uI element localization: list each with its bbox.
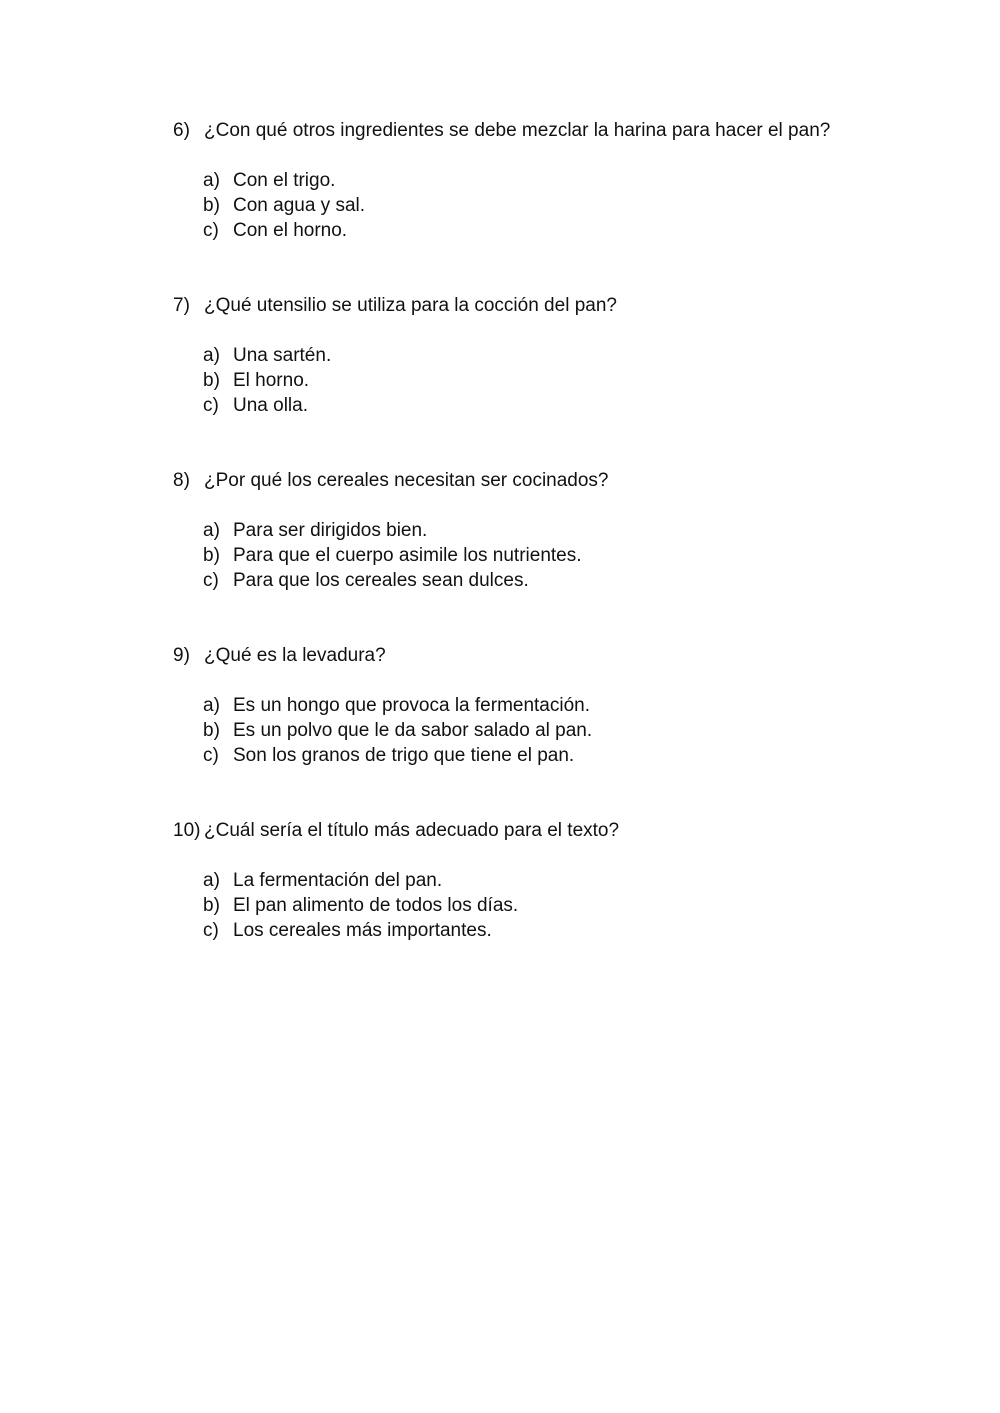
option-text: Para ser dirigidos bien. [233,520,428,541]
option-text: El horno. [233,370,310,391]
option-c [203,918,833,943]
option-a [203,343,833,368]
option-letter: a) [203,170,220,191]
option-list [173,693,833,768]
option-text: Para que el cuerpo asimile los nutrientes. [233,545,582,566]
option-letter: c) [203,745,219,766]
option-text: Una olla. [233,395,308,416]
option-text: Una sartén. [233,345,332,366]
option-letter: a) [203,520,220,541]
option-letter: a) [203,345,220,366]
question-text: ¿Qué utensilio se utiliza para la cocción del pan? [204,295,617,316]
question-number: 10) [173,820,201,841]
option-text: Con agua y sal. [233,195,366,216]
question-number: 7) [173,295,190,316]
option-a [203,868,833,893]
question-line [173,118,833,143]
question-line [173,818,833,843]
option-letter: c) [203,395,219,416]
option-b [203,718,833,743]
option-a [203,518,833,543]
question-text: ¿Con qué otros ingredientes se debe mezclar la harina para hacer el pan? [204,120,831,141]
option-letter: b) [203,370,220,391]
option-letter: b) [203,720,220,741]
option-text: Los cereales más importantes. [233,920,492,941]
question-text: ¿Por qué los cereales necesitan ser cocinados? [204,470,609,491]
option-letter: b) [203,545,220,566]
option-list [173,168,833,243]
question-9 [173,643,833,768]
option-letter: c) [203,570,219,591]
option-letter: a) [203,870,220,891]
question-line [173,468,833,493]
option-text: Con el trigo. [233,170,336,191]
option-c [203,743,833,768]
option-b [203,368,833,393]
question-10 [173,818,833,943]
option-letter: c) [203,920,219,941]
option-text: Es un hongo que provoca la fermentación. [233,695,591,716]
option-text: El pan alimento de todos los días. [233,895,519,916]
question-line [173,293,833,318]
question-7 [173,293,833,418]
option-list [173,868,833,943]
option-letter: c) [203,220,219,241]
question-number: 6) [173,120,190,141]
option-letter: a) [203,695,220,716]
option-b [203,543,833,568]
option-c [203,393,833,418]
question-8 [173,468,833,593]
option-text: Son los granos de trigo que tiene el pan. [233,745,575,766]
option-text: La fermentación del pan. [233,870,443,891]
option-b [203,193,833,218]
option-a [203,693,833,718]
option-letter: b) [203,895,220,916]
question-number: 8) [173,470,190,491]
option-text: Para que los cereales sean dulces. [233,570,529,591]
option-b [203,893,833,918]
option-list [173,343,833,418]
question-number: 9) [173,645,190,666]
question-text: ¿Cuál sería el título más adecuado para el texto? [204,820,620,841]
question-line [173,643,833,668]
question-6 [173,118,833,243]
option-c [203,568,833,593]
option-c [203,218,833,243]
option-a [203,168,833,193]
option-text: Es un polvo que le da sabor salado al pan. [233,720,593,741]
option-text: Con el horno. [233,220,348,241]
option-list [173,518,833,593]
question-text: ¿Qué es la levadura? [204,645,386,666]
option-letter: b) [203,195,220,216]
